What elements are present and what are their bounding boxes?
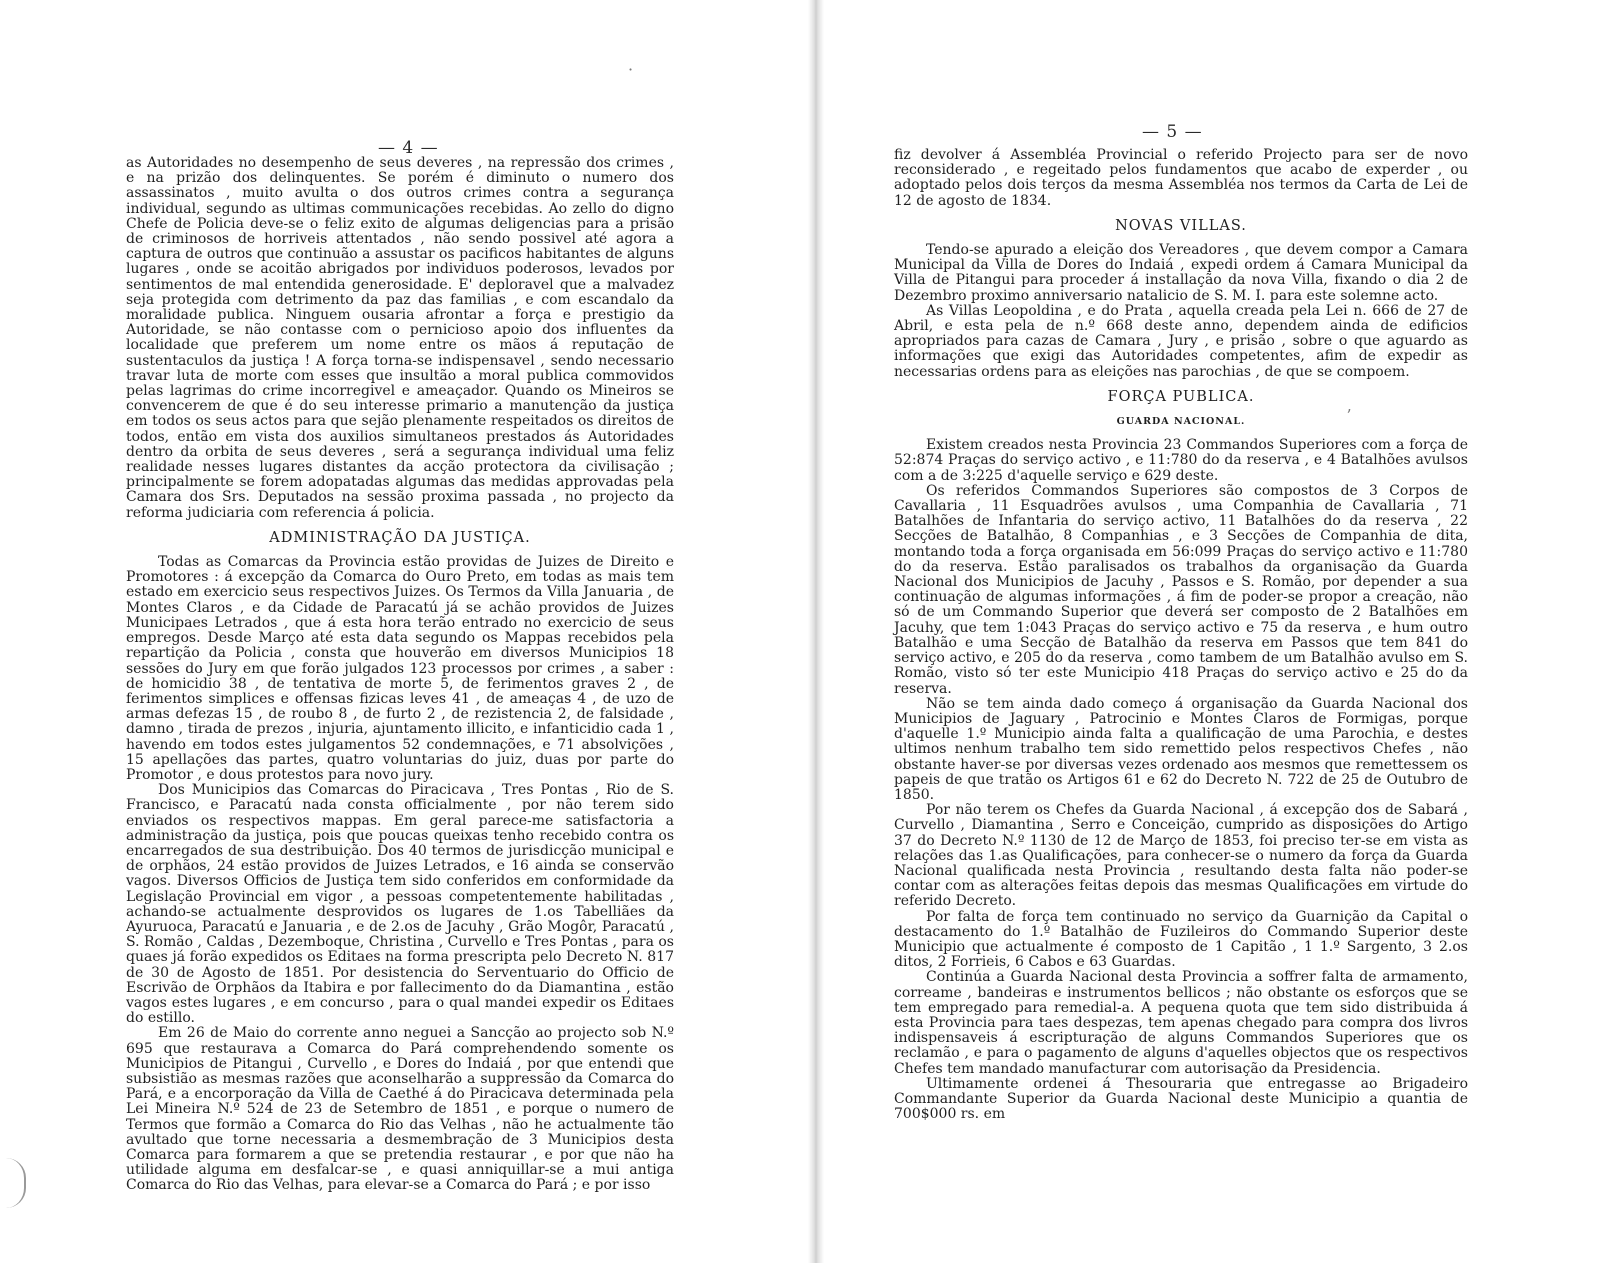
paragraph: Não se tem ainda dado começo á organisação da Guarda Nacional dos Municipios de Jaguary , Patrocinio e Montes Claros de Formigas, porque d'aquelle 1.º Municipio ainda falta a qualificação de uma Parochia, e destes ultimos nenhum trabalho tem sido remettido pelos respectivos Chefes , não obstante haver-se por diversas vezes ordenado aos mesmos que remettessem os papeis de que tratão os Artigos 61 e 62 do Decreto N. 722 de 25 de Outubro de 1850. xyxy=(894,695,1468,803)
paragraph: Os referidos Commandos Superiores são compostos de 3 Corpos de Cavallaria , 11 Esquadrões avulsos , uma Companhia de Cavallaria , 71 Batalhões de Infantaria do serviço activo, 11 Batalhões do da reserva , 22 Secções de Batalhão, 8 Companhias , e 3 Secções de Companhia de dita, montando toda a força organisada em 56:099 Praças do serviço activo e 11:780 do da reserva. Estão paralisados os trabalhos da organisação da Guarda Nacional dos Municipios de Jacuhy , Passos e S. Romão, por depender a sua continuação de algumas informações , á fim de poder-se propor a creação, não só de um Commando Superior que deverá ser composto de 2 Batalhões em Jacuhy, que tem 1:043 Praças do serviço activo e 75 da reserva , e hum outro Batalhão e uma Secção de Batalhão da reserva em Passos que tem 841 do serviço activo, e 205 do da reserva , como tambem de um Batalhão avulso em S. Romão, visto só ter este Municipio 418 Praças do serviço activo e 25 do da reserva. xyxy=(894,482,1468,697)
paragraph: As Villas Leopoldina , e do Prata , aquella creada pela Lei n. 666 de 27 de Abril, e esta pela de n.º 668 deste anno, dependem ainda de edificios apropriados para cazas de Camara , Jury , e prisão , sobre o que aguardo as informações que exigi das Autoridades competentes, afim de expedir as necessarias ordens para as eleições nas parochias , de que se compoem. xyxy=(894,302,1468,380)
paragraph: Em 26 de Maio do corrente anno neguei a Sancção ao projecto sob N.º 695 que restaurava a Comarca do Pará comprehendendo somente os Municipios de Pitangui , Curvello , e Dores do Indaiá , por que entendi que subsistião as mesmas razões que aconselharão a suppressão da Comarca do Pará, e a encorporação da Villa de Caethé á do Piracicava determinada pela Lei Mineira N.º 524 de 23 de Setembro de 1851 , e porque o numero de Termos que formão a Comarca do Rio das Velhas , não he actualmente tão avultado que torne necessaria a desmembração de 3 Municipios desta Comarca para formarem a que se pretendia restaurar , e por que não ha utilidade alguma em desfalcar-se , e quasi anniquillar-se a mui antiga Comarca do Rio das Velhas, para elevar-se a Comarca do Pará ; e por isso xyxy=(126,1025,674,1194)
paragraph: as Autoridades no desempenho de seus deveres , na repressão dos crimes , e na prizão dos delinquentes. Se porém é diminuto o numero dos assassinatos , muito avulta o dos outros crimes contra a segurança individual, segundo as ultimas communicações recebidas. Ao zello do digno Chefe de Policia deve-se o feliz exito de algumas deligencias para a prisão de criminosos de horriveis attentados , não sendo possivel até agora a captura de outros que continuão a assustar os pacificos habitantes de alguns lugares , onde se acoitão abrigados por individuos poderosos, levados por sentimentos de mal entendida generosidade. E' deploravel que a malvadez seja protegida com detrimento da paz das familias , e com escandalo da moralidade publica. Ninguem ousaria afrontar a força e prestigio da Autoridade, se não contasse com o pernicioso apoio dos influentes da localidade que preferem um nome entre os mãos á reputação de sustentaculos da justiça ! A força torna-se indispensavel , sendo necessario travar luta de morte com esses que insultão a moral publica commovidos pelas lagrimas do crime incorregivel e ameaçador. Quando os Mineiros se convencerem de que é do seu interesse primario a manutenção da justiça em todos os seus actos para que sejão plenamente respeitados os direitos de todos, então em vista dos auxilios simultaneos prestados ás Autoridades dentro da orbita de seus deveres , será a segurança individual uma feliz realidade nesses lugares distantes da acção protectora da civilisação ; principalmente se forem adopatadas algumas das medidas approvadas pela Camara dos Srs. Deputados na sessão proxima passada , no projecto da reforma judiciaria com referencia á policia. xyxy=(126,155,674,521)
paragraph: Continúa a Guarda Nacional desta Provincia a soffrer falta de armamento, correame , bandeiras e instrumentos bellicos ; não obstante os esforços que se tem empregado para remedial-a. A pequena quota que tem sido distribuida á esta Provincia para taes despezas, tem apenas chegado para compra dos livros indispensaveis á escripturação de alguns Commandos Superiores que os reclamão , e para o pagamento de alguns d'aquelles objectos que os respectivos Chefes tem mandado manufacturar com autorisação da Presidencia. xyxy=(894,969,1468,1077)
speck: ʼ xyxy=(1346,406,1352,425)
paragraph: Tendo-se apurado a eleição dos Vereadores , que devem compor a Camara Municipal da Villa de Dores do Indaiá , expedi ordem á Camara Municipal da Villa de Pitangui para proceder á installação da nova Villa, fixando o dia 2 de Dezembro proximo anniversario natalicio de S. M. I. para este solemne acto. xyxy=(894,242,1468,304)
page-number: — 4 — xyxy=(378,138,439,158)
page-body xyxy=(126,156,674,1194)
speck: · xyxy=(628,60,634,79)
paragraph: Por falta de força tem continuado no serviço da Guarnição da Capital o destacamento do 1.º Batalhão de Fuzileiros do Commando Superior deste Municipio que actualmente é composto de 1 Capitão , 1 1.º Sargento, 3 2.os ditos, 2 Forrieis, 6 Cabos e 63 Guardas. xyxy=(894,908,1468,971)
page-edge-mark xyxy=(4,1158,26,1208)
paragraph: Existem creados nesta Provincia 23 Commandos Superiores com a força de 52:874 Praças do serviço activo , e 11:780 do da reserva , e 4 Batalhões avulsos com a de 3:225 d'aquelle serviço e 629 deste. xyxy=(894,437,1468,484)
page-number: — 5 — xyxy=(1142,122,1203,142)
paragraph: Ultimamente ordenei á Thesouraria que entregasse ao Brigadeiro Commandante Superior da Guarda Nacional deste Municipio a quantia de 700$000 rs. em xyxy=(894,1075,1468,1123)
paragraph: Dos Municipios das Comarcas do Piracicava , Tres Pontas , Rio de S. Francisco, e Paracatú nada consta officialmente , por não terem sido enviados os respectivos mappas. Em geral parece-me satisfactoria a administração da justiça, pois que poucas queixas tenho recebido contra os encarregados de sua destribuição. Dos 40 termos de jurisdicção municipal e de orphãos, 24 estão providos de Juizes Letrados, e 16 ainda se conservão vagos. Diversos Officios de Justiça tem sido conferidos em conformidade da Legislação Provincial em vigor , a pessoas competentemente habilitadas , achando-se actualmente desprovidos os lugares de 1.os Tabelliães da Ayuruoca, Paracatú e Januaria , e de 2.os de Jacuhy , Grão Mogôr, Paracatú , S. Romão , Caldas , Dezemboque, Christina , Curvello e Tres Pontas , para os quaes já forão expedidos os Editaes na forma prescripta pelo Decreto N. 817 de 30 de Agosto de 1851. Por desistencia do Serventuario do Officio de Escrivão de Orphãos da Itabira e por fallecimento do da Diamantina , estão vagos estes lugares , e em concurso , para o qual mandei expedir os Editaes do estillo. xyxy=(126,782,674,1027)
section-heading: NOVAS VILLAS. xyxy=(1115,217,1247,234)
paragraph: Todas as Comarcas da Provincia estão providas de Juizes de Direito e Promotores : á excepção da Comarca do Ouro Preto, em todas as mais tem estado em exercicio seus respectivos Juizes. Os Termos da Villa Januaria , de Montes Claros , e da Cidade de Paracatú já se achão providos de Juizes Municipaes Letrados , que á esta hora terão entrado no exercicio de seus empregos. Desde Março até esta data segundo os Mappas recebidos pela repartição da Policia , consta que houverão em diversos Municipios 18 sessões do Jury em que forão julgados 123 processos por crimes , a saber : de homicidio 38 , de tentativa de morte 5, de ferimentos graves 2 , de ferimentos simplices e offensas fizicas leves 41 , de ameaças 4 , de uzo de armas defezas 15 , de roubo 8 , de furto 2 , de rezistencia 2, de falsidade , damno , tirada de prezos , injuria, ajuntamento illicito, e infanticidio cada 1 , havendo em todos estes julgamentos 52 condemnações, e 71 absolvições , 15 apellações das partes, quatro voluntarias do juiz, duas por parte do Promotor , e dous protestos para novo jury. xyxy=(126,554,674,783)
book-gutter xyxy=(808,0,824,1263)
subsection-heading: GUARDA NACIONAL. xyxy=(1116,416,1246,428)
paragraph: fiz devolver á Assembléa Provincial o referido Projecto para ser de novo reconsiderado , e regeitado pelos fundamentos que acabo de experder , ou adoptado pelos dois terços da mesma Assembléa nos termos da Carta de Lei de 12 de agosto de 1834. xyxy=(894,147,1468,209)
paragraph: Por não terem os Chefes da Guarda Nacional , á excepção dos de Sabará , Curvello , Diamantina , Serro e Conceição, cumprido as disposições do Artigo 37 do Decreto N.º 1130 de 12 de Março de 1853, foi preciso ter-se em vista as relações das 1.as Qualificações, para conhecer-se o numero da força da Guarda Nacional qualificada nesta Provincia , resultando desta falta não poder-se contar com as alterações feitas depois das mesmas Qualificações em virtude do referido Decreto. xyxy=(894,802,1468,910)
right-page xyxy=(824,0,1600,1263)
page-body xyxy=(894,148,1468,1122)
section-heading: ADMINISTRAÇÃO DA JUSTIÇA. xyxy=(269,529,531,546)
section-heading: FORÇA PUBLICA. xyxy=(1107,388,1255,405)
